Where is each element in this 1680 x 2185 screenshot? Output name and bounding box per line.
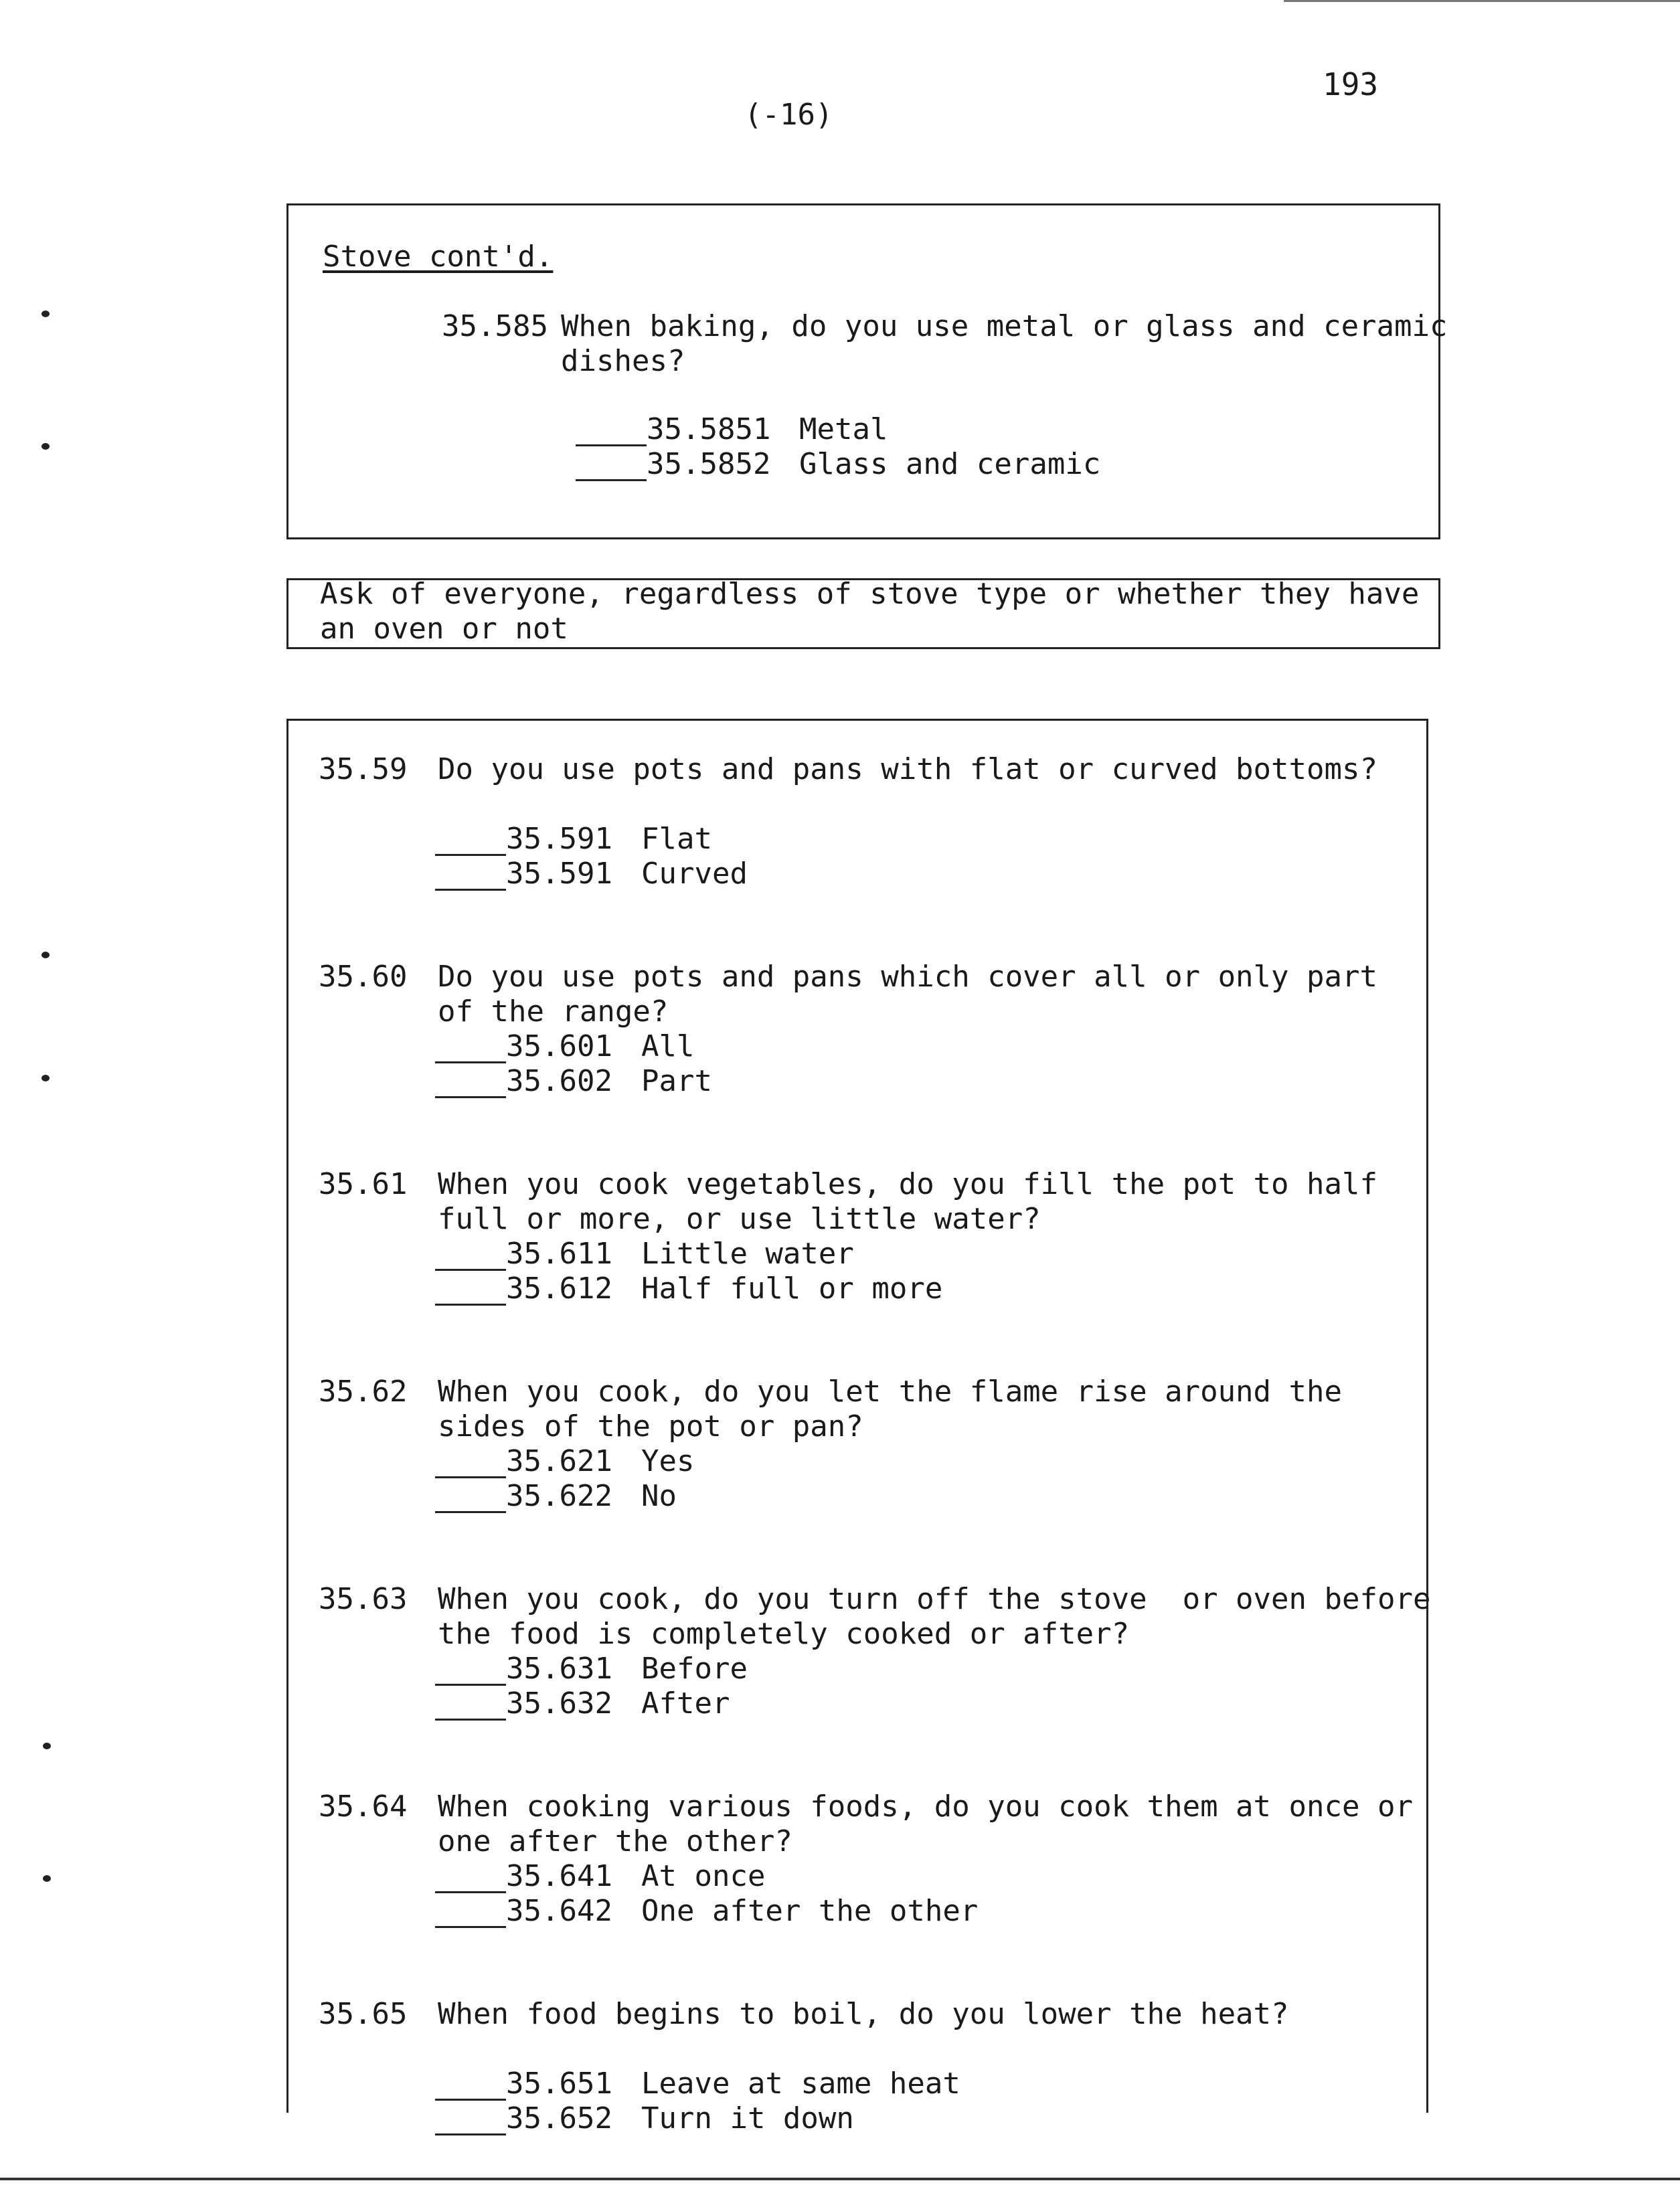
question-text-line1: When you cook, do you let the flame rise around the <box>438 1375 1343 1409</box>
answer-blank[interactable] <box>435 1926 506 1928</box>
answer-blank[interactable] <box>435 854 506 856</box>
option-code: 35.632 <box>506 1686 612 1721</box>
question-number: 35.62 <box>319 1375 408 1409</box>
option-label: No <box>641 1479 677 1513</box>
margin-speck <box>43 1875 51 1882</box>
margin-speck <box>41 952 50 958</box>
answer-blank[interactable] <box>435 1476 506 1478</box>
option-code: 35.651 <box>506 2067 612 2101</box>
question-text-line2: the food is completely cooked or after? <box>438 1617 1130 1651</box>
answer-blank[interactable] <box>435 1719 506 1721</box>
question-number: 35.65 <box>319 1997 408 2031</box>
question-text-line1: When cooking various foods, do you cook them at once or <box>438 1789 1413 1824</box>
question-text-line1: When baking, do you use metal or glass and ceramic <box>561 309 1448 343</box>
option-code: 35.591 <box>506 857 612 891</box>
option-label: Leave at same heat <box>641 2067 960 2101</box>
question-text-line2: sides of the pot or pan? <box>438 1409 863 1444</box>
option-label: Little water <box>641 1237 854 1271</box>
option-code: 35.591 <box>506 822 612 856</box>
option-label: Part <box>641 1064 712 1098</box>
answer-blank[interactable] <box>576 479 647 481</box>
question-number: 35.63 <box>319 1582 408 1616</box>
question-text-line1: When you cook, do you turn off the stove or oven before <box>438 1582 1431 1616</box>
section-title: Stove cont'd. <box>323 240 554 274</box>
option-code: 35.612 <box>506 1272 612 1306</box>
option-label: Curved <box>641 857 748 891</box>
question-text-line2: full or more, or use little water? <box>438 1202 1041 1236</box>
option-label: Glass and ceramic <box>799 447 1101 481</box>
option-code: 35.5852 <box>647 447 771 481</box>
answer-blank[interactable] <box>435 1061 506 1063</box>
margin-speck <box>43 1743 51 1749</box>
margin-speck <box>41 443 50 450</box>
instruction-line1: Ask of everyone, regardless of stove type or whether they have <box>320 577 1420 611</box>
option-label: Turn it down <box>641 2101 854 2135</box>
answer-blank[interactable] <box>435 889 506 891</box>
option-label: At once <box>641 1859 766 1893</box>
question-text-line2: of the range? <box>438 994 669 1029</box>
option-label: Before <box>641 1652 748 1686</box>
option-label: One after the other <box>641 1894 979 1928</box>
top-edge-rule <box>1284 0 1680 2</box>
answer-blank[interactable] <box>435 1304 506 1306</box>
option-label: Metal <box>799 412 888 446</box>
answer-blank[interactable] <box>435 2133 506 2135</box>
option-code: 35.642 <box>506 1894 612 1928</box>
bottom-edge-rule <box>0 2178 1680 2180</box>
question-number: 35.64 <box>319 1789 408 1824</box>
answer-blank[interactable] <box>576 444 647 446</box>
option-label: Flat <box>641 822 712 856</box>
answer-blank[interactable] <box>435 1684 506 1686</box>
option-code: 35.5851 <box>647 412 771 446</box>
answer-blank[interactable] <box>435 1511 506 1513</box>
sub-page-number: (-16) <box>744 98 833 132</box>
option-label: All <box>641 1029 695 1063</box>
option-label: Half full or more <box>641 1272 943 1306</box>
question-text-line1: Do you use pots and pans with flat or curved bottoms? <box>438 752 1377 786</box>
option-code: 35.622 <box>506 1479 612 1513</box>
option-code: 35.631 <box>506 1652 612 1686</box>
margin-speck <box>41 311 50 317</box>
question-text-line2: one after the other? <box>438 1824 792 1858</box>
option-code: 35.641 <box>506 1859 612 1893</box>
margin-speck <box>41 1075 50 1081</box>
option-code: 35.611 <box>506 1237 612 1271</box>
question-text-line1: Do you use pots and pans which cover all or only part <box>438 960 1377 994</box>
option-code: 35.602 <box>506 1064 612 1098</box>
question-text-line2: dishes? <box>561 344 685 378</box>
answer-blank[interactable] <box>435 1096 506 1098</box>
question-text-line1: When you cook vegetables, do you fill the pot to half <box>438 1167 1377 1201</box>
question-number: 35.60 <box>319 960 408 994</box>
page-number: 193 <box>1323 66 1379 102</box>
answer-blank[interactable] <box>435 1269 506 1271</box>
option-label: After <box>641 1686 730 1721</box>
question-text-line1: When food begins to boil, do you lower the heat? <box>438 1997 1289 2031</box>
question-number: 35.61 <box>319 1167 408 1201</box>
instruction-line2: an oven or not <box>320 612 568 646</box>
option-code: 35.621 <box>506 1444 612 1478</box>
answer-blank[interactable] <box>435 1891 506 1893</box>
option-label: Yes <box>641 1444 695 1478</box>
question-number: 35.59 <box>319 752 408 786</box>
option-code: 35.652 <box>506 2101 612 2135</box>
answer-blank[interactable] <box>435 2099 506 2101</box>
option-code: 35.601 <box>506 1029 612 1063</box>
question-number: 35.585 <box>442 309 548 343</box>
